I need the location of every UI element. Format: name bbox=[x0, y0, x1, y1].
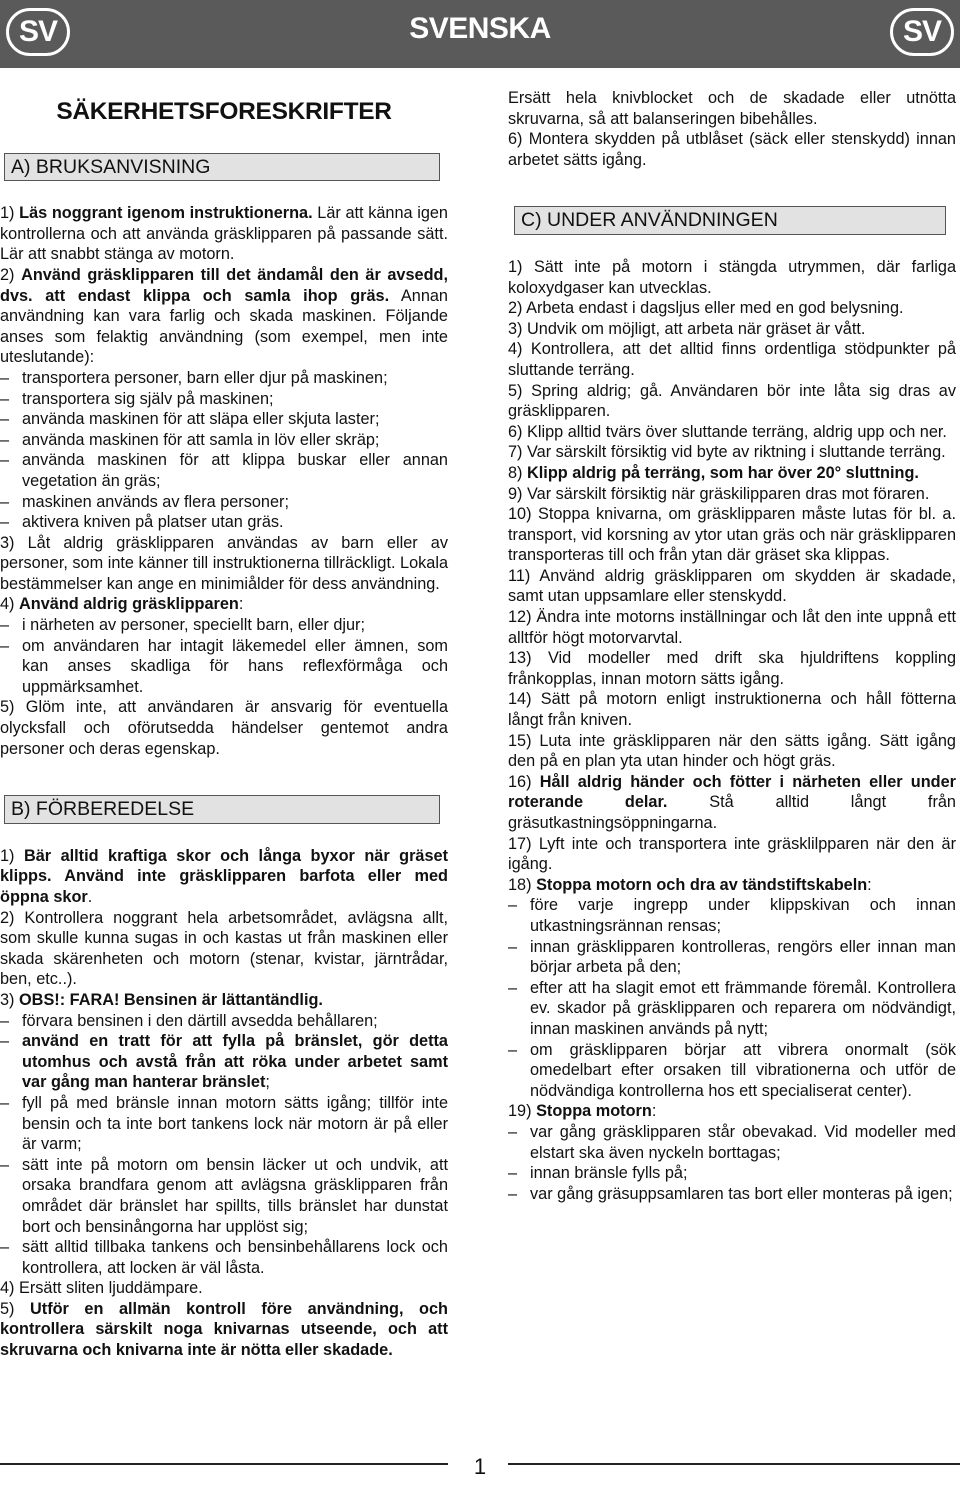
b-item-3: 3) OBS!: FARA! Bensinen är lättantändlig. bbox=[0, 990, 323, 1009]
c-item-2: 2) Arbeta endast i dagsljus eller med en god belysning. bbox=[508, 299, 904, 318]
b-item-3-bullet: – sätt alltid tillbaka tankens och bensinbehållarens lock och kontrollera, att locken är väl låsta. bbox=[0, 1237, 448, 1278]
a-item-3: 3) Låt aldrig gräsklipparen användas av barn eller av personer, som inte känner till instruktionerna tillräckligt. Lokala bestämmelser kan ange en minimiålder för dess användning. bbox=[0, 533, 448, 593]
c-item-1: 1) Sätt inte på motorn i stängda utrymmen, där farliga koloxydgaser kan utvecklas. bbox=[508, 257, 956, 297]
c-item-19: 19) Stoppa motorn: bbox=[508, 1102, 657, 1121]
a-item-4-bullet: – om användaren har intagit läkemedel eller ämnen, som kan anses skadliga för hans reflexförmåga och uppmärksamhet. bbox=[0, 636, 448, 698]
c-item-9: 9) Var särskilt försiktig när gräskilipparen dras mot föraren. bbox=[508, 484, 930, 503]
a-item-2-bullet: – använda maskinen för att klippa buskar eller annan vegetation än gräs; bbox=[0, 450, 448, 491]
a-item-2-bullet: – aktivera kniven på platser utan gräs. bbox=[0, 512, 448, 533]
c-item-18-bullet: – innan gräsklipparen kontrolleras, rengörs eller innan man börjar arbeta på den; bbox=[508, 937, 956, 978]
b-item-5-continued: Ersätt hela knivblocket och de skadade eller utnötta skruvarna, så att balanseringen bibehålles. bbox=[508, 89, 956, 128]
right-column bbox=[508, 88, 956, 1204]
b-item-3-bullet: – sätt inte på motorn om bensin läcker ut och undvik, att orsaka brandfara genom att avlägsna gräsklipparen från området där bränslet har spillts, tills bränslet har dunstat bort och bensinångorna har upplöst sig; bbox=[0, 1155, 448, 1237]
a-item-2-bullet: – använda maskinen för att samla in löv eller skräp; bbox=[0, 430, 448, 451]
c-item-18: 18) Stoppa motorn och dra av tändstiftskabeln: bbox=[508, 875, 872, 894]
c-item-16: 16) Håll aldrig händer och fötter i närheten eller under roterande delar. Stå alltid långt från gräsutkastningsöppningarna. bbox=[508, 772, 956, 832]
c-item-17: 17) Lyft inte och transportera inte gräsklilpparen när den är igång. bbox=[508, 834, 956, 874]
c-item-3: 3) Undvik om möjligt, att arbeta när gräset är vått. bbox=[508, 319, 866, 338]
c-item-19-bullet: – var gång gräsuppsamlaren tas bort eller monteras på igen; bbox=[508, 1184, 956, 1205]
c-item-18-bullet: – efter att ha slagit emot ett främmande föremål. Kontrollera ev. skador på gräsklipparen och reparera om nödvändigt, innan maskinen används på nytt; bbox=[508, 978, 956, 1040]
c-item-18-bullet: – före varje ingrepp under klippskivan och innan utkastningsrännan rensas; bbox=[508, 895, 956, 936]
language-badge-right: SV bbox=[890, 8, 954, 56]
left-column bbox=[0, 88, 448, 1361]
c-item-4: 4) Kontrollera, att det alltid finns ordentliga stödpunkter på sluttande terräng. bbox=[508, 340, 956, 379]
language-badge-left: SV bbox=[6, 8, 70, 56]
c-item-19-bullet: – innan bränsle fylls på; bbox=[508, 1163, 956, 1184]
a-item-4: 4) Använd aldrig gräsklipparen: bbox=[0, 595, 244, 614]
section-heading-c: C) UNDER ANVÄNDNINGEN bbox=[514, 206, 946, 235]
c-item-18-bullet: – om gräsklipparen börjar att vibrera onormalt (sök omedelbart efter orsaken till vibrationerna och utför de nödvändiga kontrollerna hos ett specialiserat center). bbox=[508, 1040, 956, 1102]
section-heading-b: B) FÖRBEREDELSE bbox=[4, 795, 440, 824]
section-heading-a: A) BRUKSANVISNING bbox=[4, 153, 440, 182]
a-item-2-bullet: – maskinen används av flera personer; bbox=[0, 492, 448, 513]
language-title: SVENSKA bbox=[409, 12, 551, 45]
b-item-3-bullet: – förvara bensinen i den därtill avsedda behållaren; bbox=[0, 1011, 448, 1032]
header-banner bbox=[0, 0, 960, 68]
c-item-8: 8) Klipp aldrig på terräng, som har över 20° sluttning. bbox=[508, 463, 919, 482]
c-item-6: 6) Klipp alltid tvärs över sluttande terräng, aldrig upp och ner. bbox=[508, 422, 947, 441]
a-item-1: 1) Läs noggrant igenom instruktionerna. Lär att känna igen kontrollerna och att använda gräsklipparen på passande sätt. Lär att snabbt stänga av motorn. bbox=[0, 204, 448, 264]
a-item-2-bullet: – transportera sig själv på maskinen; bbox=[0, 389, 448, 410]
document-title: SÄKERHETSFORESKRIFTER bbox=[56, 98, 392, 125]
c-item-19-bullet: – var gång gräsklipparen står obevakad. Vid modeller med elstart ska även nyckeln borttagas; bbox=[508, 1122, 956, 1163]
c-item-14: 14) Sätt på motorn enligt instruktionerna och håll fötterna långt från kniven. bbox=[508, 690, 956, 730]
b-item-6: 6) Montera skydden på utblåset (säck eller stenskydd) innan arbetet sätts igång. bbox=[508, 130, 956, 169]
a-item-2-bullet: – transportera personer, barn eller djur på maskinen; bbox=[0, 368, 448, 389]
a-item-2-bullet: – använda maskinen för att släpa eller skjuta laster; bbox=[0, 409, 448, 430]
b-item-2: 2) Kontrollera noggrant hela arbetsområdet, avlägsna allt, som skulle kunna sugas in och kastas ut från maskinen eller skada skärenheten och motorn (stenar, kvistar, järntrådar, ben, etc..). bbox=[0, 908, 448, 989]
c-item-15: 15) Luta inte gräsklipparen när den sätts igång. Sätt igång den på en plan yta utan hinder och högt gräs. bbox=[508, 731, 956, 771]
c-item-10: 10) Stoppa knivarna, om gräsklipparen måste lutas för bl. a. transport, vid korsning av ytor utan gräs och när gräsklipparen transporteras till och från ytan där gräset ska klippas. bbox=[508, 505, 956, 565]
a-item-5: 5) Glöm inte, att användaren är ansvarig för eventuella olycksfall och oförutsedda händelser gentemot andra personer och deras egenskap. bbox=[0, 698, 448, 758]
b-item-4: 4) Ersätt sliten ljuddämpare. bbox=[0, 1279, 203, 1298]
c-item-13: 13) Vid modeller med drift ska hjuldriftens koppling frånkopplas, innan motorn sätts igång. bbox=[508, 649, 956, 688]
a-item-2: 2) Använd gräsklipparen till det ändamål den är avsedd, dvs. att endast klippa och samla ihop gräs. Annan användning kan vara farlig och skada maskinen. Följande anses som felaktig användning (som exempel, men inte uteslutande): bbox=[0, 265, 448, 367]
c-item-11: 11) Använd aldrig gräsklipparen om skydden är skadade, samt utan uppsamlare eller stenskydd. bbox=[508, 566, 956, 606]
page-number: 1 bbox=[473, 1454, 487, 1479]
b-item-3-bullet: – använd en tratt för att fylla på bränslet, gör detta utomhus och avstå från att röka under arbetet samt var gång man hanterar bränslet; bbox=[0, 1031, 448, 1093]
b-item-5: 5) Utför en allmän kontroll före användning, och kontrollera särskilt noga knivarnas utseende, och att skruvarna och knivarna inte är nötta eller skadade. bbox=[0, 1299, 448, 1360]
c-item-5: 5) Spring aldrig; gå. Användaren bör inte låta sig dras av gräsklipparen. bbox=[508, 381, 956, 421]
c-item-7: 7) Var särskilt försiktig vid byte av riktning i sluttande terräng. bbox=[508, 443, 946, 462]
c-item-12: 12) Ändra inte motorns inställningar och låt den inte uppnå ett alltför högt motorvarvtal. bbox=[508, 608, 956, 647]
b-item-1: 1) Bär alltid kraftiga skor och långa byxor när gräset klipps. Använd inte gräsklipparen barfota eller med öppna skor. bbox=[0, 846, 448, 906]
footer-rule-right bbox=[508, 1463, 960, 1465]
a-item-4-bullet: – i närheten av personer, speciellt barn, eller djur; bbox=[0, 615, 448, 636]
b-item-3-bullet: – fyll på med bränsle innan motorn sätts igång; tillför inte bensin och ta inte bort tankens lock när motorn är på eller är varm; bbox=[0, 1093, 448, 1155]
